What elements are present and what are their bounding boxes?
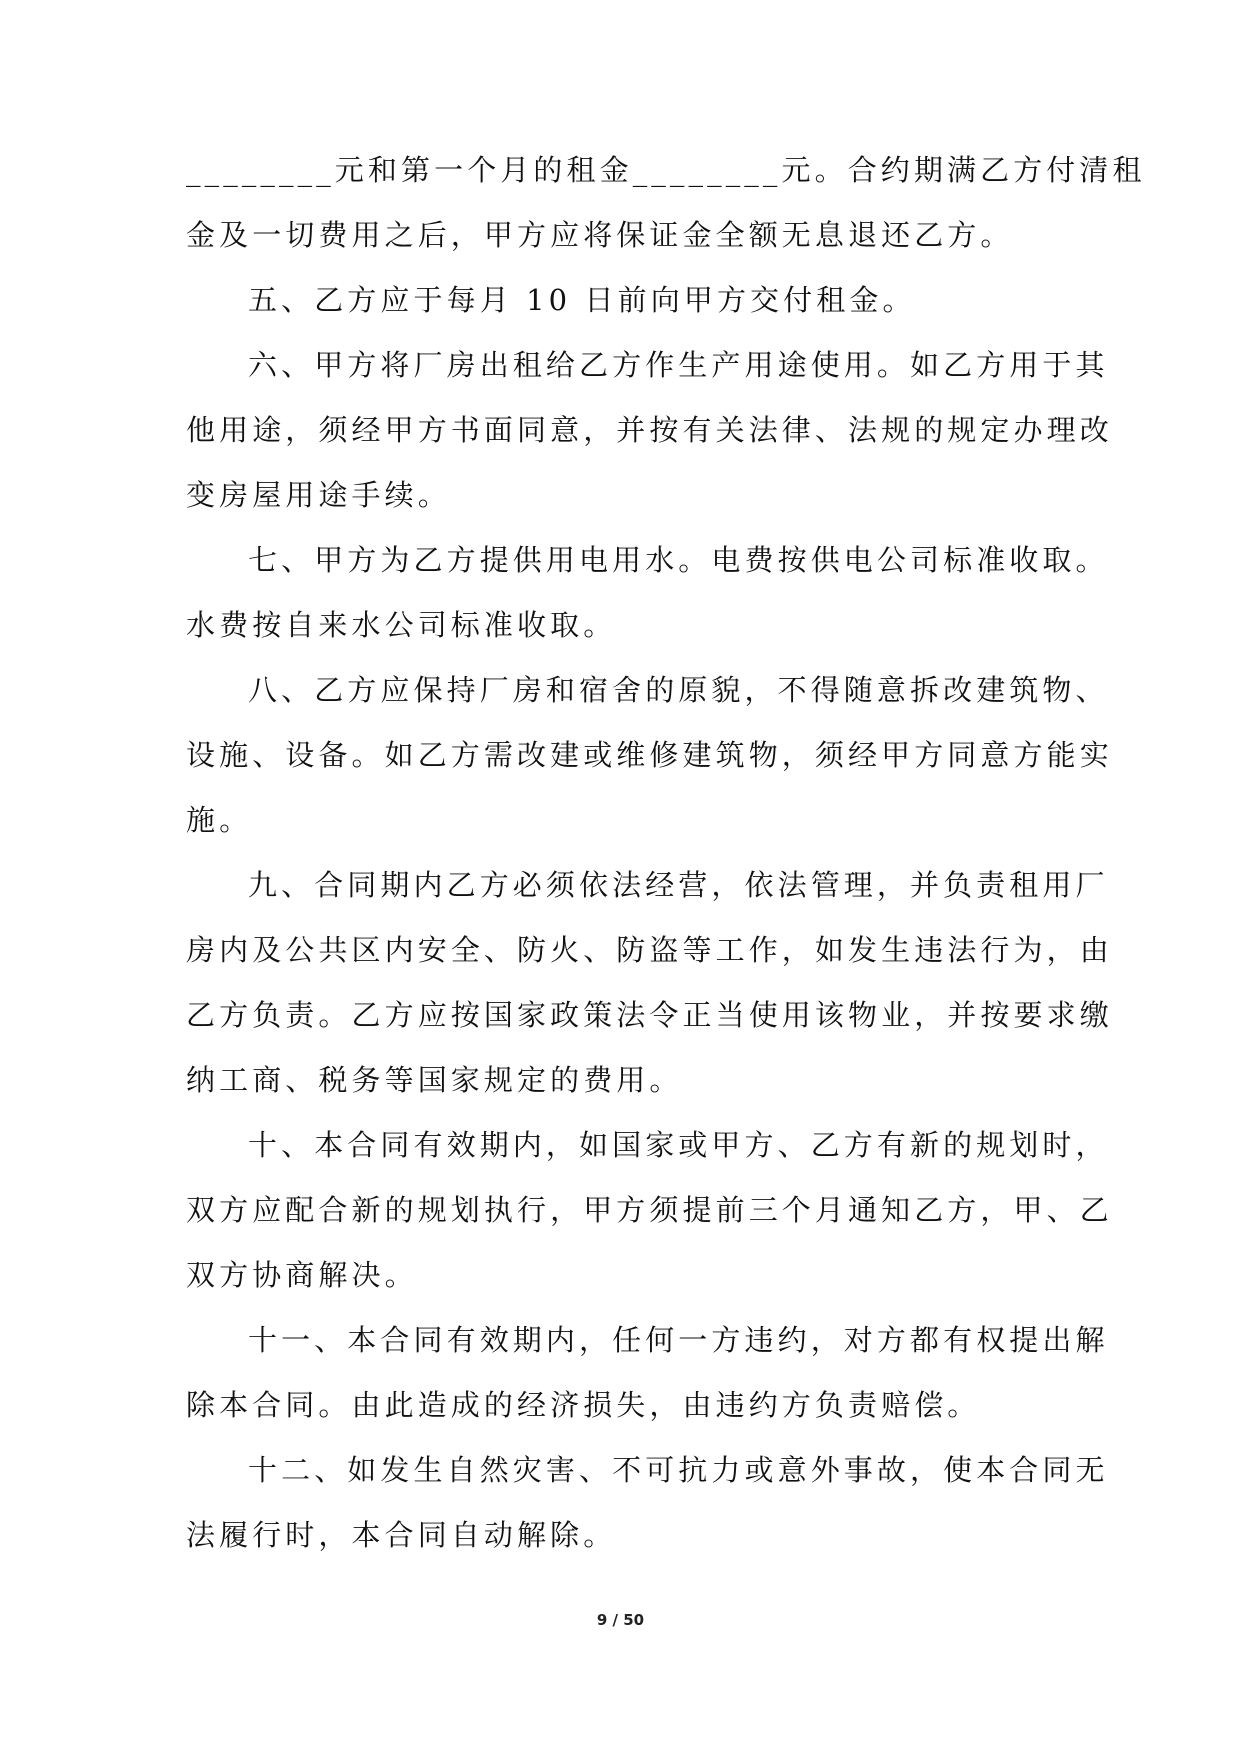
page-number: 9 / 50 [596, 1611, 645, 1629]
text-line: 施。 [186, 803, 253, 837]
text-line: 八、乙方应保持厂房和宿舍的原貌，不得随意拆改建筑物、 [248, 673, 1109, 707]
text-line: 十、本合同有效期内，如国家或甲方、乙方有新的规划时， [248, 1128, 1109, 1162]
text-line: 除本合同。由此造成的经济损失，由违约方负责赔偿。 [186, 1388, 981, 1422]
text-line: 双方协商解决。 [186, 1258, 418, 1292]
text-line: 九、合同期内乙方必须依法经营，依法管理，并负责租用厂 [248, 868, 1109, 902]
text-line: ________元和第一个月的租金________元。合约期满乙方付清租 [186, 153, 1146, 187]
text-line: 七、甲方为乙方提供用电用水。电费按供电公司标准收取。 [248, 543, 1109, 577]
text-line: 水费按自来水公司标准收取。 [186, 608, 617, 642]
text-line: 他用途，须经甲方书面同意，并按有关法律、法规的规定办理改 [186, 413, 1113, 447]
text-line: 变房屋用途手续。 [186, 478, 451, 512]
text-line: 法履行时，本合同自动解除。 [186, 1518, 617, 1552]
text-line: 十二、如发生自然灾害、不可抗力或意外事故，使本合同无 [248, 1453, 1109, 1487]
text-line: 六、甲方将厂房出租给乙方作生产用途使用。如乙方用于其 [248, 348, 1109, 382]
text-line: 乙方负责。乙方应按国家政策法令正当使用该物业，并按要求缴 [186, 998, 1113, 1032]
text-line: 金及一切费用之后，甲方应将保证金全额无息退还乙方。 [186, 218, 1014, 252]
text-line: 双方应配合新的规划执行，甲方须提前三个月通知乙方，甲、乙 [186, 1193, 1113, 1227]
text-line: 房内及公共区内安全、防火、防盗等工作，如发生违法行为，由 [186, 933, 1113, 967]
text-line: 十一、本合同有效期内，任何一方违约，对方都有权提出解 [248, 1323, 1109, 1357]
text-line: 五、乙方应于每月 10 日前向甲方交付租金。 [248, 283, 916, 317]
text-line: 设施、设备。如乙方需改建或维修建筑物，须经甲方同意方能实 [186, 738, 1113, 772]
text-line: 纳工商、税务等国家规定的费用。 [186, 1063, 683, 1097]
